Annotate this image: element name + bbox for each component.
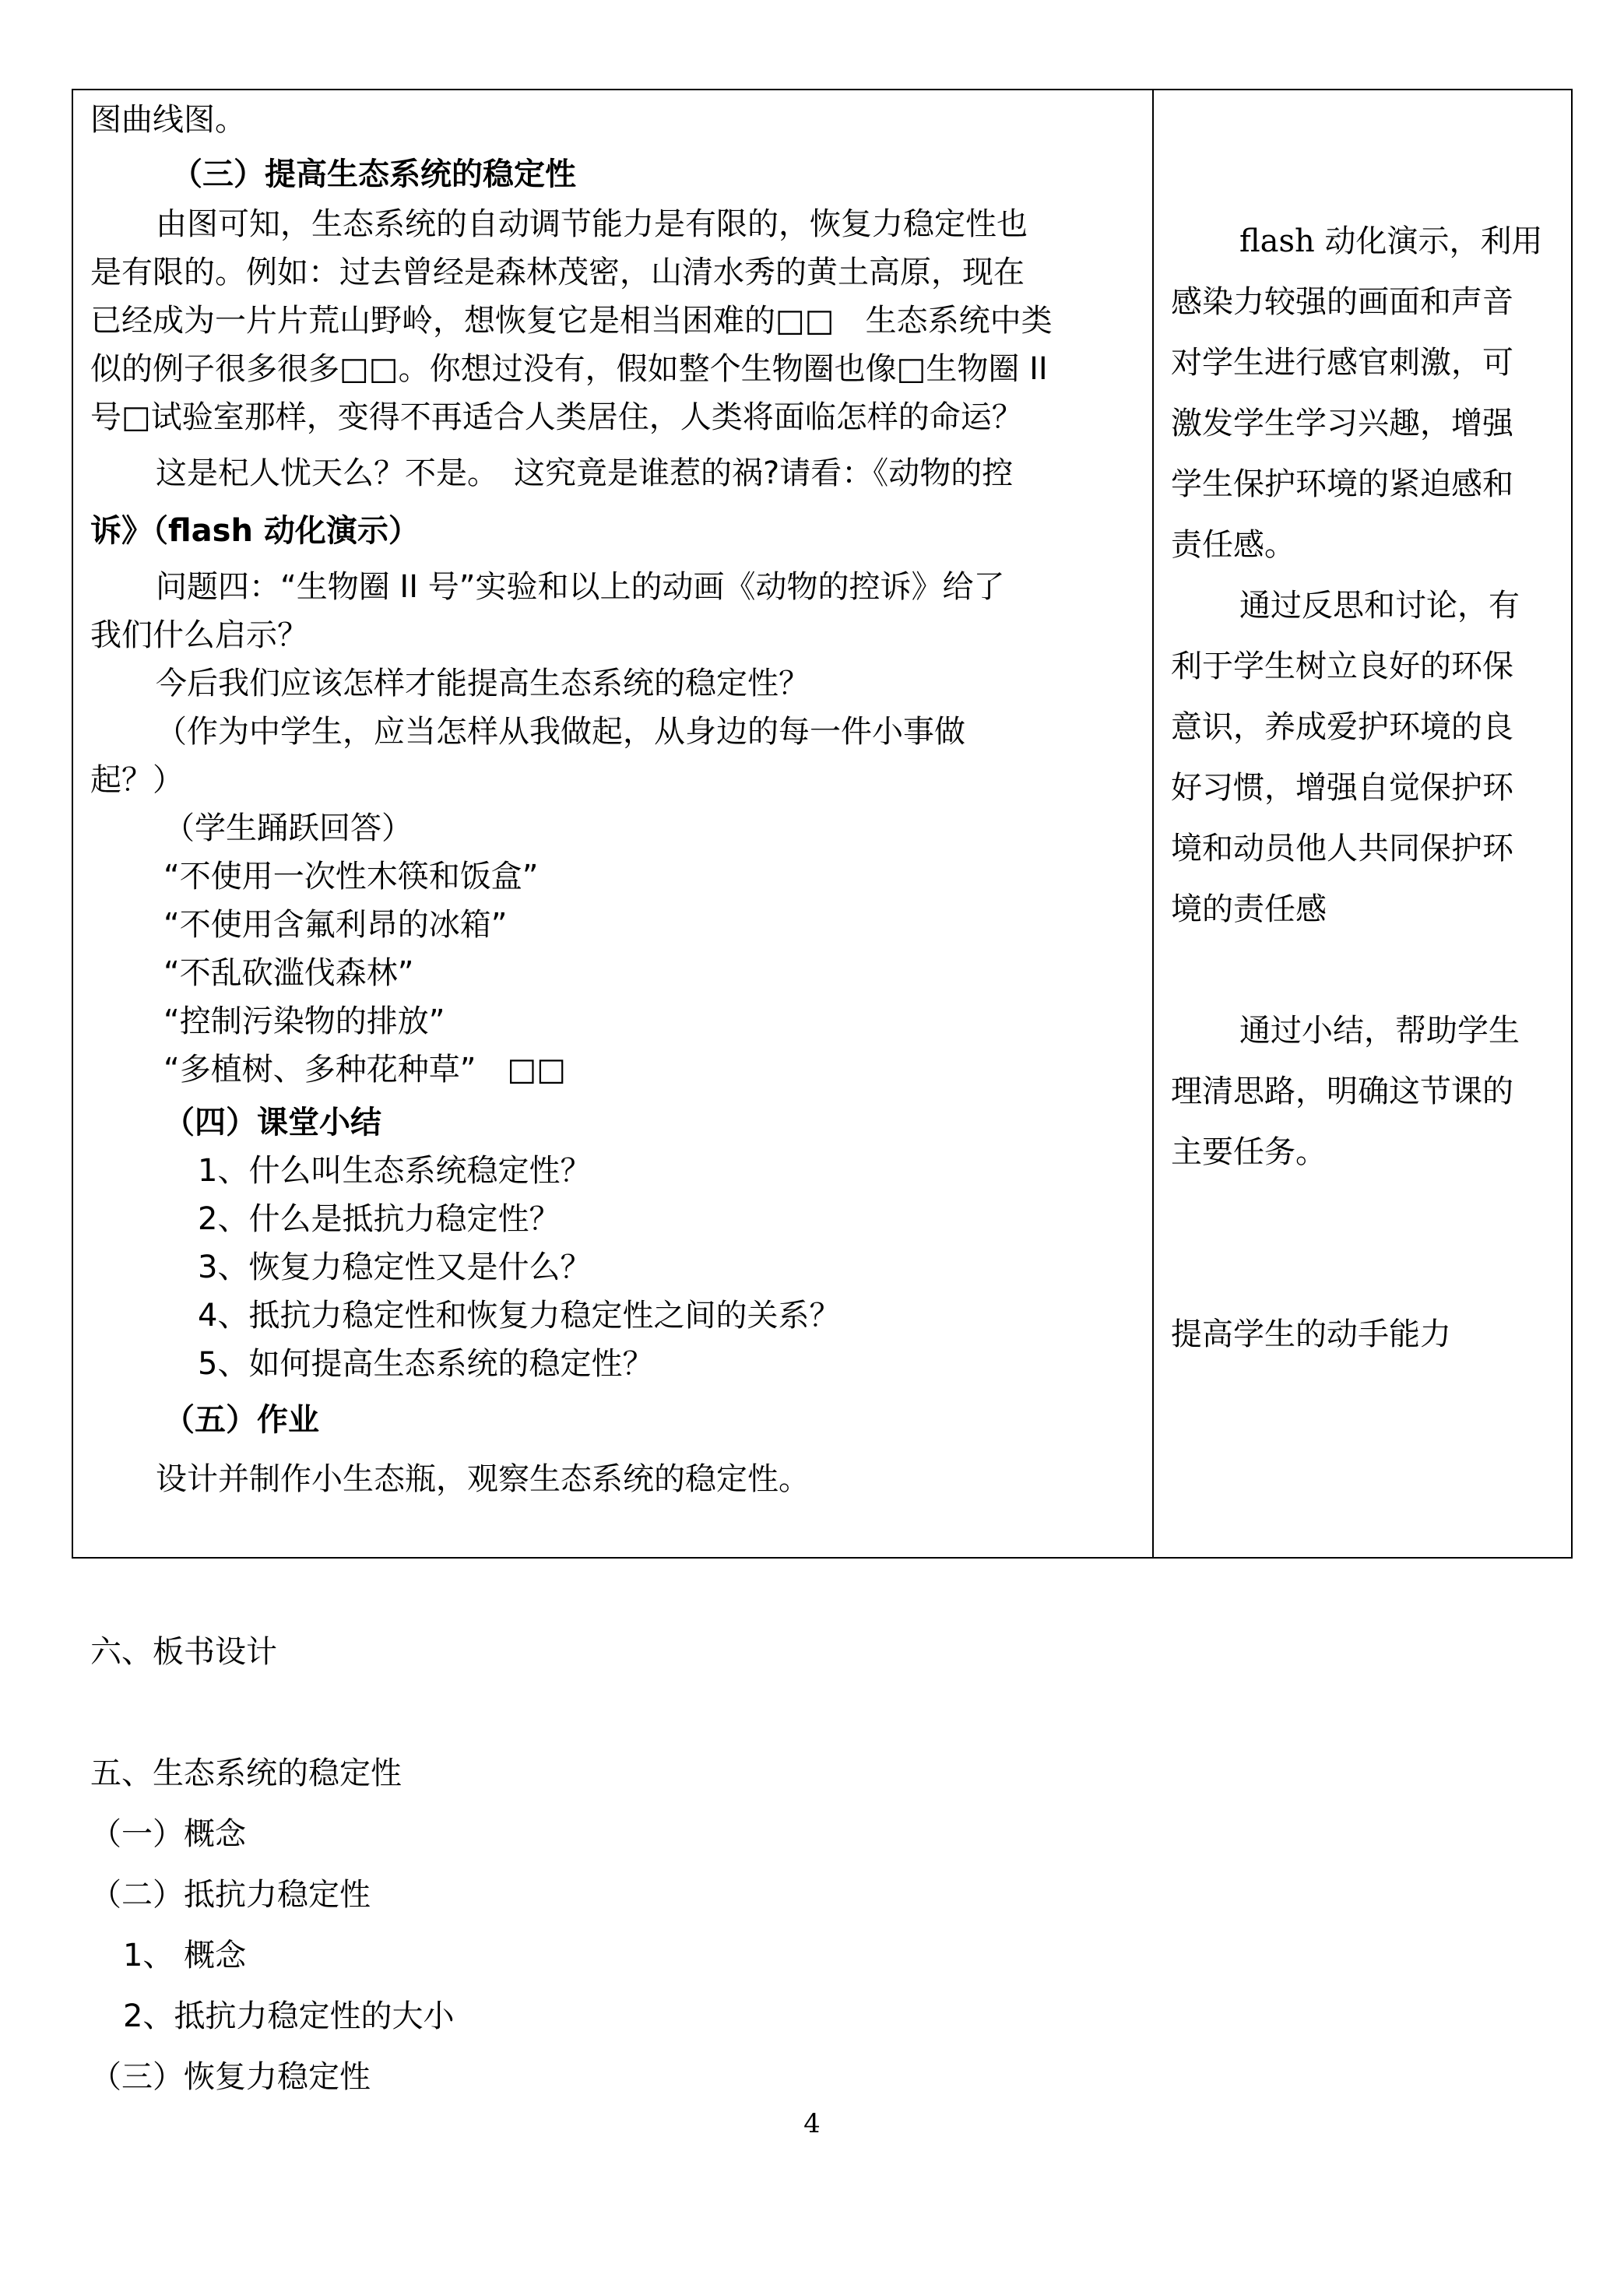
main-line: 这是杞人忧天么？不是。 这究竟是谁惹的祸?请看：《动物的控 xyxy=(156,455,1014,491)
main-line: 似的例子很多很多□□。你想过没有，假如整个生物圈也像□生物圈 II xyxy=(90,351,1048,387)
main-line: 起？） xyxy=(90,762,184,798)
question-four: 问题四：“生物圈 II 号”实验和以上的动画《动物的控诉》给了 xyxy=(156,569,1005,605)
section-heading: （五）作业 xyxy=(163,1402,319,1438)
main-line: 我们什么启示？ xyxy=(90,617,308,653)
column-divider xyxy=(1152,89,1154,1559)
note-line: 学生保护环境的紧迫感和 xyxy=(1171,466,1513,502)
note-line: 境的责任感 xyxy=(1171,891,1327,927)
board-line: （二）抵抗力稳定性 xyxy=(90,1877,371,1913)
student-answer: “不使用一次性木筷和饭盒” xyxy=(163,859,539,894)
main-line: 是有限的。例如：过去曾经是森林茂密，山清水秀的黄土高原，现在 xyxy=(90,255,1025,290)
note-line: 激发学生学习兴趣，增强 xyxy=(1171,406,1513,441)
note-line: 感染力较强的画面和声音 xyxy=(1171,284,1513,320)
note-line: flash 动化演示，利用 xyxy=(1239,223,1543,259)
note-line: 理清思路，明确这节课的 xyxy=(1171,1074,1513,1109)
main-line: （作为中学生，应当怎样从我做起，从身边的每一件小事做 xyxy=(156,714,965,750)
board-line: 2、抵抗力稳定性的大小 xyxy=(123,1998,455,2034)
student-answer: “多植树、多种花种草” □□ xyxy=(163,1052,567,1088)
summary-item: 2、什么是抵抗力稳定性？ xyxy=(198,1201,561,1237)
page-number: 4 xyxy=(803,2108,821,2139)
student-answer: “不乱砍滥伐森林” xyxy=(163,955,414,991)
note-line: 通过小结，帮助学生 xyxy=(1239,1013,1520,1049)
note-line: 境和动员他人共同保护环 xyxy=(1171,831,1513,866)
main-line: 已经成为一片片荒山野岭，想恢复它是相当困难的□□ 生态系统中类 xyxy=(90,303,1053,339)
board-line: （一）概念 xyxy=(90,1816,246,1852)
board-heading: 六、板书设计 xyxy=(90,1634,277,1670)
section-heading: （四）课堂小结 xyxy=(163,1105,381,1140)
note-line: 提高学生的动手能力 xyxy=(1171,1316,1451,1352)
summary-item: 1、什么叫生态系统稳定性？ xyxy=(198,1153,592,1189)
note-line: 责任感。 xyxy=(1171,527,1295,563)
main-line: 号□试验室那样，变得不再适合人类居住，人类将面临怎样的命运？ xyxy=(90,399,1023,435)
student-answer: “不使用含氟利昂的冰箱” xyxy=(163,907,508,943)
main-line: 图曲线图。 xyxy=(90,102,246,138)
main-line: 今后我们应该怎样才能提高生态系统的稳定性？ xyxy=(156,666,810,701)
summary-item: 4、抵抗力稳定性和恢复力稳定性之间的关系？ xyxy=(198,1298,841,1334)
board-line: 1、 概念 xyxy=(123,1938,247,1973)
note-line: 主要任务。 xyxy=(1171,1134,1327,1170)
summary-item: 5、如何提高生态系统的稳定性？ xyxy=(198,1346,654,1382)
main-line: 由图可知，生态系统的自动调节能力是有限的，恢复力稳定性也 xyxy=(156,206,1028,242)
main-line: 设计并制作小生态瓶，观察生态系统的稳定性。 xyxy=(156,1461,810,1497)
note-line: 意识，养成爱护环境的良 xyxy=(1171,709,1513,745)
note-line: 对学生进行感官刺激，可 xyxy=(1171,345,1513,381)
note-line: 好习惯，增强自觉保护环 xyxy=(1171,770,1513,806)
board-line: 五、生态系统的稳定性 xyxy=(90,1756,402,1791)
note-line: 利于学生树立良好的环保 xyxy=(1171,648,1513,684)
note-line: 通过反思和讨论，有 xyxy=(1239,588,1520,624)
board-line: （三）恢复力稳定性 xyxy=(90,2059,371,2095)
summary-item: 3、恢复力稳定性又是什么？ xyxy=(198,1249,592,1285)
main-line: （学生踊跃回答） xyxy=(163,810,413,846)
section-heading: （三）提高生态系统的稳定性 xyxy=(171,156,576,192)
student-answer: “控制污染物的排放” xyxy=(163,1003,445,1039)
flash-demo-line: 诉》（flash 动化演示） xyxy=(90,513,420,549)
